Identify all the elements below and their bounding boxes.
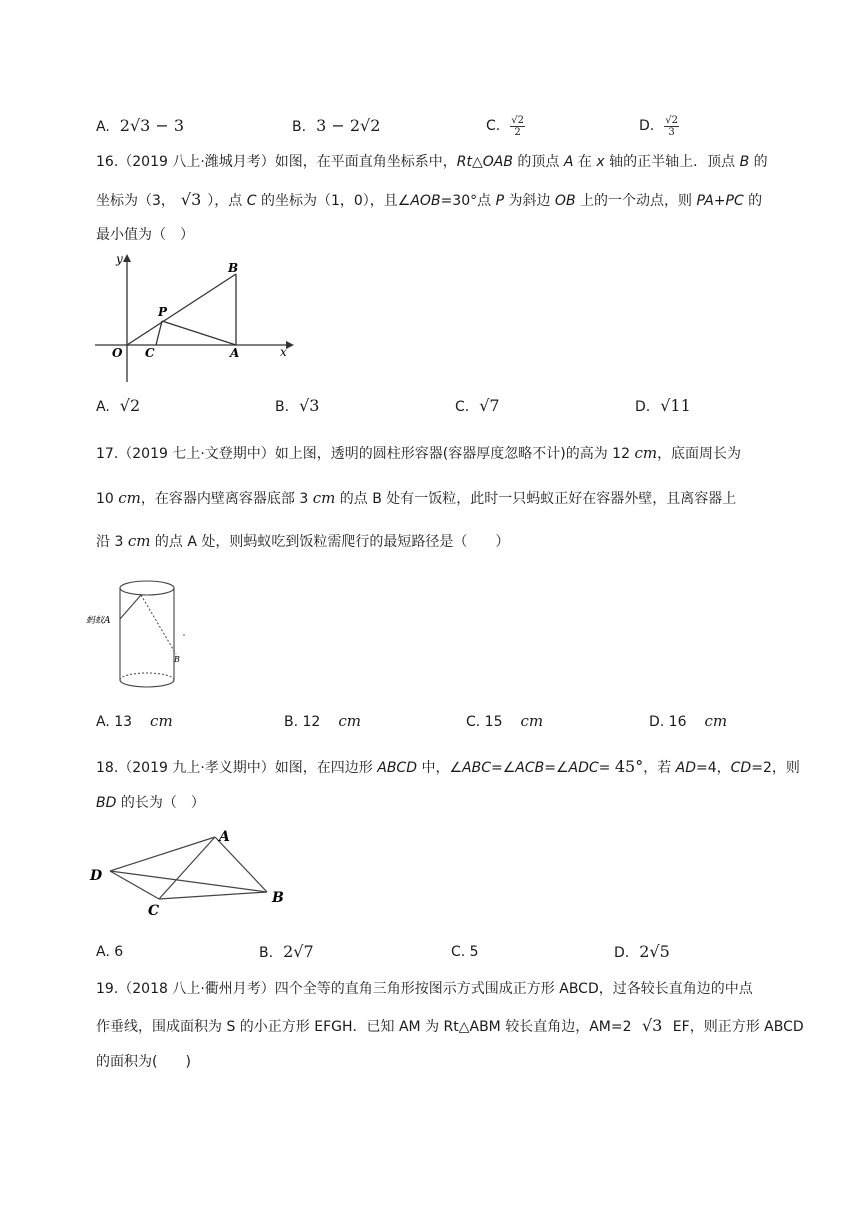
- q17-option-d: D. 16 cm: [649, 712, 728, 730]
- cylinder-bottom-front: [120, 680, 174, 687]
- fraction: $\frac{√2}{2}$: [511, 114, 524, 138]
- y-axis-arrow: [123, 254, 131, 262]
- q16-option-a: A. √2: [96, 396, 141, 415]
- segment-CD: [110, 871, 159, 899]
- label-A: A: [230, 346, 240, 360]
- label-x: x: [280, 345, 287, 359]
- q15-option-c: C. $\frac{√2}{2}$: [486, 114, 524, 138]
- label-O: O: [112, 346, 123, 360]
- q18-line-2: BD 的长为（ ）: [96, 795, 205, 811]
- q17-option-a: A. 13 cm: [96, 712, 173, 730]
- q19-line-3: 的面积为( ): [96, 1054, 191, 1070]
- label-P: P: [158, 305, 168, 319]
- q17-option-c: C. 15 cm: [466, 712, 544, 730]
- segment-DB: [110, 871, 267, 892]
- q16-line-1: 16.（2019 八上·潍城月考）如图，在平面直角坐标系中，Rt△OAB 的顶点 A 在 x 轴的正半轴上．顶点 B 的: [96, 154, 768, 170]
- label-D: D: [90, 868, 103, 884]
- q17-cylinder-figure: [84, 572, 194, 696]
- q17-line-2: 10 cm，在容器内壁离容器底部 3 cm 的点 B 处有一饭粒，此时一只蚂蚁正好在容器外壁，且离容器上: [96, 489, 737, 507]
- q15-options: [96, 114, 776, 138]
- q15-option-a: A. 2√3 − 3: [96, 116, 185, 135]
- q17-line-1: 17.（2019 七上·文登期中）如上图，透明的圆柱形容器(容器厚度忽略不计)的高为 12 cm，底面周长为: [96, 444, 742, 462]
- cylinder-top: [120, 581, 174, 595]
- q19-line-1: 19.（2018 八上·衢州月考）四个全等的直角三角形按图示方式围成正方形 ABCD，过各较长直角边的中点: [96, 981, 753, 997]
- segment-PA: [162, 321, 236, 345]
- q16-line-2: 坐标为（3， √3 ），点 C 的坐标为（1，0），且∠AOB=30°点 P 为斜边 OB 上的一个动点，则 PA+PC 的: [96, 190, 763, 209]
- q17-options: [96, 709, 776, 733]
- ant-path-inside: [141, 595, 176, 654]
- segment-AB: [215, 837, 267, 892]
- label-C: C: [148, 903, 160, 919]
- label-B: B: [228, 261, 239, 275]
- q17-option-b: B. 12 cm: [284, 712, 361, 730]
- q16-option-d: D. √11: [635, 396, 691, 415]
- cylinder-bottom-back: [120, 673, 174, 680]
- q18-line-1: 18.（2019 九上·孝义期中）如图，在四边形 ABCD 中，∠ABC=∠ACB=∠ADC= 45°，若 AD=4，CD=2，则: [96, 757, 800, 776]
- q15-option-b: B. 3 − 2√2: [292, 116, 381, 135]
- x-axis-arrow: [286, 341, 294, 349]
- q17-line-3: 沿 3 cm 的点 A 处，则蚂蚁吃到饭粒需爬行的最短路径是（ ）: [96, 532, 510, 550]
- segment-BC: [159, 892, 267, 899]
- q18-quadrilateral-figure: [86, 824, 296, 924]
- q18-option-a: A. 6: [96, 944, 124, 960]
- q16-options: [96, 394, 776, 418]
- q18-option-b: B. 2√7: [259, 942, 314, 961]
- q18-options: [96, 940, 776, 964]
- segment-OB: [127, 274, 236, 345]
- q18-option-c: C. 5: [451, 944, 479, 960]
- label-C: C: [145, 346, 155, 360]
- q18-option-d: D. 2√5: [614, 942, 670, 961]
- q16-option-b: B. √3: [275, 396, 320, 415]
- q16-line-3: 最小值为（ ）: [96, 227, 194, 243]
- q15-option-d: D. $\frac{√2}{3}$: [639, 114, 678, 138]
- q16-figure: [90, 250, 300, 385]
- label-B: B: [174, 655, 180, 664]
- label-y: y: [116, 252, 123, 266]
- ant-path-outside: [120, 595, 141, 619]
- fraction: $\frac{√2}{3}$: [665, 114, 678, 138]
- label-A: A: [219, 829, 230, 845]
- dot-mark: [183, 634, 185, 636]
- q19-line-2: 作垂线，围成面积为 S 的小正方形 EFGH．已知 AM 为 Rt△ABM 较长直角边，AM=2 √3 EF，则正方形 ABCD: [96, 1016, 804, 1035]
- label-ant-A: 蚂蚁A: [86, 616, 111, 626]
- q16-option-c: C. √7: [455, 396, 500, 415]
- label-B: B: [272, 890, 284, 906]
